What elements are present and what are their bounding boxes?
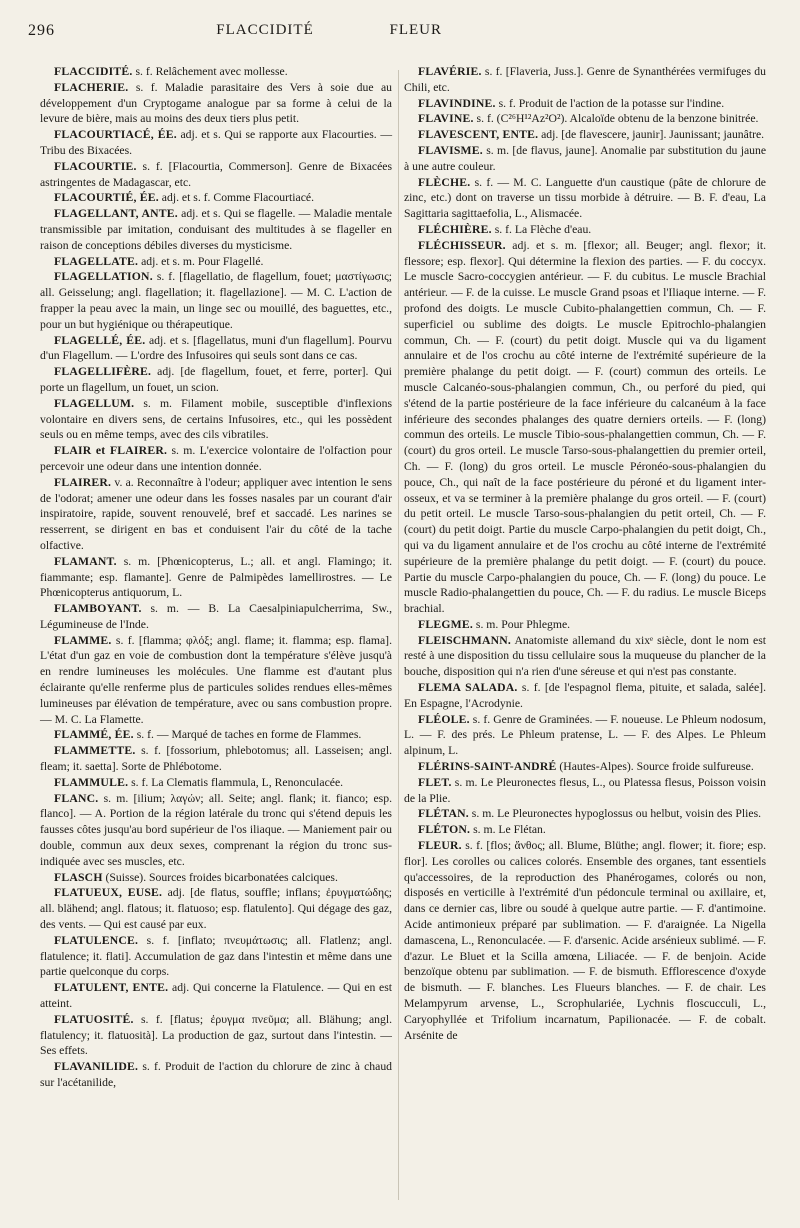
header-left-title: FLACCIDITÉ	[216, 22, 314, 38]
dictionary-entry	[404, 175, 766, 222]
entry-headword: FLANC.	[54, 791, 99, 805]
dictionary-entry	[404, 96, 766, 112]
entry-headword: FLACCIDITÉ.	[54, 65, 133, 78]
entry-definition: s. f. (C²⁶H¹²Az²O²). Alcaloïde obtenu de la benzone binitrée.	[476, 112, 759, 126]
entry-headword: FLÉCHISSEUR.	[418, 238, 506, 252]
entry-headword: FLEMA SALADA.	[418, 681, 518, 695]
entry-definition: adj. et s. [flagellatus, muni d'un flagellum]. Pourvu d'un Flagellum. — L'ordre des Infusoires qui seuls sont dans ce cas.	[40, 333, 393, 363]
dictionary-entry	[40, 601, 392, 633]
entry-definition: s. f. [flagellatio, de flagellum, fouet; μαστίγωσις; all. Geisselung; angl. flagellation; it. flagellazione]. — M. C. L'action de frapper la peau avec la main, un linge sec ou mouillé, des baguettes, etc., pour un but hygiénique ou thérapeutique.	[40, 270, 393, 331]
entry-headword: FLEUR.	[418, 839, 462, 853]
entry-headword: FLÉRINS-SAINT-ANDRÉ	[418, 760, 557, 774]
entry-headword: FLAMBOYANT.	[54, 602, 142, 616]
entry-headword: FLAGELLUM.	[54, 396, 135, 410]
entry-definition: adj. [de flagellum, fouet, et ferre, porter]. Qui porte un flagellum, un fouet, un scion.	[40, 365, 392, 394]
entry-headword: FLAVINE.	[418, 112, 474, 126]
dictionary-entry	[404, 759, 766, 775]
left-column	[40, 64, 392, 1091]
dictionary-entry	[404, 111, 766, 127]
entry-definition: adj. [de flatus, souffle; inflans; ἐρυγματώδης; all. blähend; angl. flatous; it. flatuoso; esp. flatulento]. Qui dégage des gaz, des vents. — Qui est causé par eux.	[40, 886, 393, 932]
entry-definition: s. m. L'exercice volontaire de l'olfaction pour percevoir une odeur dans une intention donnée.	[40, 444, 392, 473]
entry-headword: FLAVISME.	[418, 143, 483, 157]
right-column	[404, 64, 766, 1043]
entry-headword: FLÉTAN.	[418, 807, 469, 821]
dictionary-entry	[404, 806, 766, 822]
dictionary-entry	[404, 712, 766, 759]
dictionary-entry	[404, 633, 766, 680]
dictionary-entry	[404, 822, 766, 838]
entry-definition: adj. [de flavescere, jaunir]. Jaunissant; jaunâtre.	[541, 128, 765, 142]
entry-headword: FLÉOLE.	[418, 712, 470, 726]
dictionary-entry	[40, 885, 392, 932]
entry-headword: FLAIRER.	[54, 475, 112, 489]
entry-definition: (Suisse). Sources froides bicarbonatées calciques.	[105, 870, 338, 884]
page-number: 296	[28, 22, 55, 39]
dictionary-entry	[404, 617, 766, 633]
entry-headword: FLASCH	[54, 870, 103, 884]
entry-headword: FLAVÉRIE.	[418, 65, 482, 78]
entry-definition: adj. et s. f. Comme Flacourtiacé.	[161, 191, 315, 205]
dictionary-entry	[40, 254, 392, 270]
dictionary-entry	[40, 443, 392, 475]
dictionary-entry	[40, 127, 392, 159]
entry-definition: s. f. [fossorium, phlebotomus; all. Lasseisen; angl. fleam; it. saetta]. Sorte de Phlébotome.	[40, 744, 393, 774]
entry-headword: FLAGELLATE.	[54, 254, 139, 268]
entry-headword: FLAMANT.	[54, 554, 117, 568]
dictionary-entry	[40, 190, 392, 206]
entry-definition: Anatomiste allemand du xixᵉ siècle, dont le nom est resté à une disposition du tissu cellulaire sous la muqueuse du plancher de la bouche, disposition qui n'a rien d'une séreuse et qui n'est pas constante.	[404, 633, 766, 679]
entry-definition: s. f. Produit de l'action du chlorure de zinc à chaud sur l'acétanilide,	[40, 1060, 393, 1089]
entry-definition: adj. et s. m. [flexor; all. Beuger; angl. flexor; it. flessore; esp. flexor]. Qui détermine la flexion des parties. — F. du coccyx. Le muscle Sacro-coccygien antérieur. — F. du cubitus. Le muscle Brachial antérieur. — F. de la cuisse. Le muscle Grand psoas et l'Iliaque interne. — F. profond des doigts. Le muscle Cubito-phalangettien commun, Ch. — F. superficiel ou sublime des doigts. Le muscle Epitrochlo-phalangien commun, Ch. — F. (court) du petit doigt. Muscle qui va du ligament annulaire et de l'os crochu au côté interne de l'extrémité supérieure de la première phalange du petit doigt. — F. (court) commun des orteils. Le muscle Calcanéo-sous-phalangien commun, Ch., ou perforé du pied, qui s'étend de la partie postérieure de la face inférieure du calcanéum à la face inférieure des secondes phalanges des quatre derniers orteils. — F. (long) commun des orteils. Le muscle Tibio-sous-phalangettien commun, Ch. — F. (court) du gros orteil. Le muscle Tarso-sous-phalangettien du premier orteil, Ch. — F. (long) du gros orteil. Le muscle Péronéo-sous-phalangien du pouce, Ch., qui naît de la face postérieure du péroné et du ligament inter-osseux, et va se terminer à la première phalange du gros orteil. — F. (court) du petit orteil. Le muscle Tarso-sous-phalangien du petit orteil, Ch. — F. (court) du petit doigt. Partie du muscle Carpo-phalangien du petit doigt, Ch., qui va du ligament annulaire et de l'os crochu au côté interne de l'extrémité supérieure de la première phalange du petit doigt. — F. (court) du pouce. Partie du muscle Carpo-phalangien du pouce, Ch. — F. (long) du pouce. Le muscle Radio-phalangettien du pouce, Ch. — F. du radius. Le muscle Biceps brachial.	[404, 238, 766, 616]
column-divider	[398, 70, 399, 1200]
entry-definition: s. f. Maladie parasitaire des Vers à soie due au développement d'un Cryptogame analogue par sa forme à celui de la levure de bière, mais au moins des deux tiers plus petit.	[40, 80, 393, 126]
dictionary-entry	[404, 127, 766, 143]
entry-definition: (Hautes-Alpes). Source froide sulfureuse.	[559, 760, 754, 774]
entry-headword: FLAVESCENT, ENTE.	[418, 128, 539, 142]
entry-definition: s. f. [Flaveria, Juss.]. Genre de Synanthérées vermifuges du Chili, etc.	[404, 65, 766, 94]
dictionary-entry	[40, 333, 392, 365]
dictionary-entry	[404, 838, 766, 1043]
entry-headword: FLATUOSITÉ.	[54, 1012, 134, 1026]
entry-definition: adj. Qui concerne la Flatulence. — Qui en est atteint.	[40, 981, 392, 1011]
entry-headword: FLAMMÉ, ÉE.	[54, 728, 134, 742]
entry-definition: s. f. La Flèche d'eau.	[494, 222, 592, 236]
entry-headword: FLAMMULE.	[54, 775, 129, 789]
dictionary-entry	[40, 269, 392, 332]
entry-headword: FLÈCHE.	[418, 175, 471, 189]
entry-headword: FLAGELLATION.	[54, 270, 153, 284]
dictionary-entry	[40, 743, 392, 775]
dictionary-entry	[404, 680, 766, 712]
entry-headword: FLATUEUX, EUSE.	[54, 886, 163, 900]
dictionary-entry	[404, 64, 766, 96]
entry-definition: s. f. [de l'espagnol flema, pituite, et salada, salée]. En Espagne, l'Acrodynie.	[404, 681, 767, 710]
dictionary-entry	[404, 143, 766, 175]
entry-definition: s. m. Le Flétan.	[473, 823, 546, 837]
header-right-title: FLEUR	[389, 22, 442, 38]
entry-definition: s. f. Produit de l'action de la potasse sur l'indine.	[498, 96, 725, 110]
entry-definition: s. m. [de flavus, jaune]. Anomalie par substitution du jaune à une autre couleur.	[404, 143, 767, 173]
entry-headword: FLEGME.	[418, 617, 473, 631]
dictionary-entry	[404, 238, 766, 617]
dictionary-entry	[404, 222, 766, 238]
dictionary-entry	[40, 791, 392, 870]
entry-definition: s. f. [Flacourtia, Commerson]. Genre de Bixacées astringentes de Madagascar, etc.	[40, 159, 393, 189]
dictionary-entry	[40, 1012, 392, 1059]
entry-headword: FLÉTON.	[418, 823, 471, 837]
entry-headword: FLAVINDINE.	[418, 96, 496, 110]
entry-definition: s. m. — B. La Caesalpiniapulcherrima, Sw., Légumineuse de l'Inde.	[40, 602, 393, 631]
entry-definition: s. f. [flos; ἄνθος; all. Blume, Blüthe; angl. flower; it. fiore; esp. flor]. Les corolles ou calices colorés. Ensemble des organes, tant essentiels qu'accessoires, de la reproduction des Phanérogames, colorés ou non, disposés en verticille à l'extrémité d'un pédoncule terminal ou axillaire, et, dans ce dernier cas, libre ou soudé à quelque autre partie. — F. d'antimoine. Acide antimonieux préparé par sublimation. — F. d'araignée. La Nigella damascena, L., Renonculacée. — F. d'arsenic. Acide arsénieux sublimé. — F. d'azur. Le Bluet et la Scilla amœna, Liliacée. — F. de benjoin. Acide benzoïque obtenu par sublimation. — F. de bismuth. Efflorescence d'oxyde de bismuth. — F. blanches. Les Flueurs blanches. — F. de chair. Les Melampyrum arvense, L., Scrophulariée, Lychnis floscucculi, L., Caryophyllée et Trifolium incarnatum, Papilionacée. — F. de cobalt. Arsénite de	[404, 839, 767, 1042]
entry-headword: FLET.	[418, 775, 452, 789]
dictionary-entry	[40, 633, 392, 728]
entry-definition: s. f. Relâchement avec mollesse.	[135, 65, 288, 78]
dictionary-entry	[40, 554, 392, 601]
dictionary-entry	[40, 364, 392, 396]
entry-headword: FLACHERIE.	[54, 80, 129, 94]
entry-definition: v. a. Reconnaître à l'odeur; appliquer avec intention le sens de l'odorat; amener une odeur dans les fosses nasales par un courant d'air inspiratoire, rapide, souvent renouvelé, bref et saccadé. Les narines se resserrent, se dirigent en bas et conduisent l'air du côté de la tache olfactive.	[40, 475, 393, 552]
dictionary-entry	[40, 475, 392, 554]
entry-definition: s. m. Le Pleuronectes hypoglossus ou helbut, voisin des Plies.	[471, 807, 762, 821]
entry-definition: s. f. [flatus; ἐρυγμα πνεῦμα; all. Blähung; angl. flatulency; it. flatuosità]. La production de gaz, surtout dans l'intestin. — Ses effets.	[40, 1012, 393, 1058]
entry-definition: adj. et s. Qui se rapporte aux Flacourties. — Tribu des Bixacées.	[40, 128, 393, 157]
dictionary-entry	[40, 206, 392, 253]
entry-definition: s. f. Genre de Graminées. — F. noueuse. Le Phleum nodosum, L. — F. des prés. Le Phleum pratense, L. — F. des Alpes. Le Phleum alpinum, L.	[404, 712, 766, 758]
entry-headword: FLAGELLIFÈRE.	[54, 365, 152, 379]
entry-headword: FLAMME.	[54, 633, 112, 647]
dictionary-entry	[40, 870, 392, 886]
entry-definition: s. m. [Phœnicopterus, L.; all. et angl. Flamingo; it. fiammante; esp. flamante]. Genre de Palmipèdes lamellirostres. — Le Phœnicopterus antiquorum, L.	[40, 554, 393, 600]
dictionary-entry	[40, 64, 392, 80]
entry-headword: FLAMMETTE.	[54, 744, 136, 758]
entry-headword: FLAIR et FLAIRER.	[54, 444, 168, 458]
entry-definition: s. m. Filament mobile, susceptible d'inflexions volontaire en divers sens, de certains Infusoires, etc., qui les possèdent seuls ou en même temps, avec des cils vibratiles.	[40, 396, 393, 442]
entry-headword: FLATULENT, ENTE.	[54, 981, 169, 995]
dictionary-entry	[40, 1059, 392, 1091]
entry-definition: s. f. [inflato; πνευμάτωσις; all. Flatlenz; angl. flatulence; it. flati]. Accumulation de gaz dans l'intestin et même dans une partie quelconque du corps.	[40, 933, 393, 979]
entry-definition: s. f. La Clematis flammula, L, Renonculacée.	[131, 775, 344, 789]
entry-definition: adj. et s. m. Pour Flagellé.	[141, 254, 264, 268]
dictionary-entry	[40, 159, 392, 191]
dictionary-entry	[40, 80, 392, 127]
entry-headword: FLACOURTIÉ, ÉE.	[54, 191, 159, 205]
running-header	[28, 22, 772, 48]
dictionary-entry	[40, 727, 392, 743]
dictionary-entry	[404, 775, 766, 807]
dictionary-entry	[40, 933, 392, 980]
entry-definition: adj. et s. Qui se flagelle. — Maladie mentale transmissible par imitation, conduisant des multitudes à se flageller en raison de conceptions débiles diverses du mysticisme.	[40, 207, 393, 252]
entry-headword: FLAVANILIDE.	[54, 1060, 139, 1074]
entry-headword: FLACOURTIE.	[54, 159, 137, 173]
entry-definition: s. f. — Marqué de taches en forme de Flammes.	[136, 728, 362, 742]
entry-headword: FLÉCHIÈRE.	[418, 222, 492, 236]
entry-definition: s. m. Pour Phlegme.	[475, 617, 571, 631]
entry-headword: FLEISCHMANN.	[418, 633, 511, 647]
dictionary-entry	[40, 396, 392, 443]
entry-headword: FLACOURTIACÉ, ÉE.	[54, 128, 177, 142]
entry-definition: s. m. [ilium; λαγών; all. Seite; angl. flank; it. fianco; esp. flanco]. — A. Portion de la région latérale du tronc qui s'étend depuis les fausses côtes jusqu'au bord supérieur de l'os iliaque. — Maniement pair ou double, commun aux deux sexes, comprenant la région du tronc sus-indiquée avec ses muscles, etc.	[40, 791, 392, 868]
entry-definition: s. f. [flamma; φλόξ; angl. flame; it. flamma; esp. flama]. L'état d'un gaz en voie de combustion dont la température s'élève jusqu'à en rendre lumineuses les molécules. Une flamme est d'autant plus éclairante qu'elle renferme plus de particules solides rendues elles-mêmes lumineuses par élévation de température, avec ou sans combustion propre. — M. C. La Flamette.	[40, 633, 392, 726]
entry-headword: FLAGELLÉ, ÉE.	[54, 333, 146, 347]
entry-headword: FLATULENCE.	[54, 933, 139, 947]
entry-definition: s. f. — M. C. Languette d'un caustique (pâte de chlorure de zinc, etc.) dont on traverse un tissu morbide à détruire. — B. F. d'eau, La Sagittaria sagittaefolia, L., Alismacée.	[404, 175, 766, 221]
entry-headword: FLAGELLANT, ANTE.	[54, 207, 178, 221]
entry-definition: s. m. Le Pleuronectes flesus, L., ou Platessa flesus, Poisson voisin de la Plie.	[404, 775, 766, 805]
dictionary-entry	[40, 980, 392, 1012]
dictionary-entry	[40, 775, 392, 791]
